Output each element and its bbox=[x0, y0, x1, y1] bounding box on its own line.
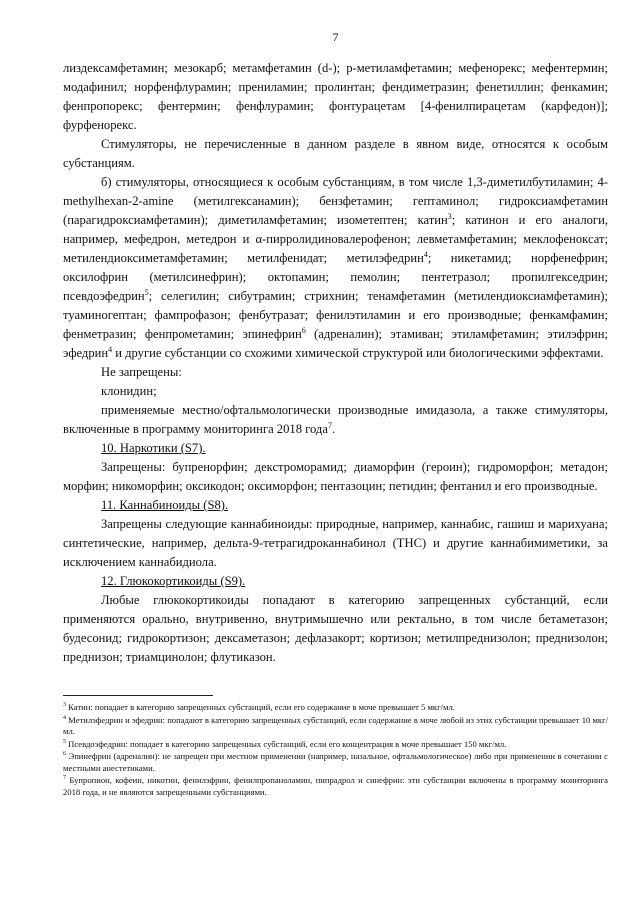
text-segment: б) стимуляторы, относящиеся к особым субстанциям, в том числе 1,3-диметилбутиламин; 4-methylhexan-2-amine (метилгексанамин); бензфетамин; гептаминол; гидроксиамфетамин (парагидроксиамфетамин); диметиламфетамин; изометептен; катин bbox=[63, 175, 608, 227]
paragraph-not-prohibited: Не запрещены: bbox=[101, 365, 182, 379]
footnote bbox=[63, 775, 608, 798]
footnote-ref: 5 bbox=[144, 287, 149, 297]
footnote-divider bbox=[63, 695, 213, 696]
text-segment: ; селегилин; сибутрамин; стрихнин; тенамфетамин (метилендиоксиамфетамин); туаминогептан; фампрофазон; фенбутразат; фенилэтиламин и его производные; фенкамфамин; фенметразин; фенпрометамин; эпинефрин bbox=[63, 289, 608, 341]
footnote-text: Эпинефрин (адреналин): не запрещен при местном применении (например, назальное, офтальмологическое) либо при применении в сочетании с местными анестетиками. bbox=[63, 751, 608, 773]
paragraph-cannabinoids: Запрещены следующие каннабиноиды: природные, например, каннабис, гашиш и марихуана; синтетические, например, дельта-9-тетрагидроканнабинол (ТНС) и другие каннабимиметики, за исключением каннабидиола. bbox=[63, 517, 608, 569]
text-segment: . bbox=[331, 422, 336, 436]
section-heading-glucocorticoids bbox=[63, 572, 608, 591]
footnote bbox=[63, 739, 608, 751]
footnote-number: 7 bbox=[63, 775, 66, 782]
section-heading-narcotics bbox=[63, 439, 608, 458]
paragraph-narcotics: Запрещены: бупренорфин; декстроморамид; диаморфин (героин); гидроморфон; метадон; морфин; никоморфин; оксикодон; оксиморфон; пентазоцин; петидин; фентанил и его производные. bbox=[63, 460, 608, 493]
footnote-text: Катин: попадает в категорию запрещенных субстанций, если его содержание в моче превышает 5 мкг/мл. bbox=[68, 702, 455, 712]
footnote-ref: 6 bbox=[301, 325, 306, 335]
footnote bbox=[63, 715, 608, 738]
footnote-text: Псевдоэфедрин: попадает в категорию запрещенных субстанций, если его концентрация в моче превышает 150 мкг/мл. bbox=[68, 738, 507, 749]
paragraph-stimulants-list: лиздексамфетамин; мезокарб; метамфетамин (d-); р-метиламфетамин; мефенорекс; мефентермин; модафинил; норфенфлурамин; прениламин; пролинтан; фендиметразин; фенетиллин; фенкамин; фенпропорекс; фентермин; фенфлурамин; фонтурацетам [4-фенилпирацетам (карфедон)]; фурфенорекс. bbox=[63, 61, 608, 132]
text-segment: и другие субстанции со схожими химической структурой или биологическими эффектами. bbox=[112, 346, 604, 360]
footnote-number: 3 bbox=[63, 702, 66, 709]
footnote-ref: 7 bbox=[327, 420, 332, 430]
heading-text: 10. Наркотики (S7). bbox=[101, 441, 206, 455]
footnote bbox=[63, 702, 608, 714]
paragraph-specified-stimulants bbox=[63, 173, 608, 363]
paragraph-clonidine: клонидин; bbox=[101, 384, 157, 398]
paragraph-note: Стимуляторы, не перечисленные в данном разделе в явном виде, относятся к особым субстанциям. bbox=[63, 137, 608, 170]
footnote-text: Метилэфедрин и эфедрин: попадают в категорию запрещенных субстанций, если содержание в моче любой из этих субстанции превышает 10 мкг/мл. bbox=[63, 714, 608, 736]
text-segment: ; катинон и его аналоги, например, мефедрон, метедрон и α-пирролидиновалерофенон; левметамфетамин; меклофеноксат; метилендиоксиметамфетамин; метилфенидат; метилэфедрин bbox=[63, 213, 608, 265]
footnote bbox=[63, 751, 608, 774]
footnote-number: 6 bbox=[63, 751, 66, 758]
footnote-text: Бупропион, кофеин, никотин, фенилэфрин, фенилпропаноламин, пипрадрол и синефрин: эти субстанции включены в программу мониторинга 2018 года, и не являются запрещенными субстанциями. bbox=[63, 775, 608, 797]
section-heading-cannabinoids bbox=[63, 496, 608, 515]
document-page bbox=[63, 30, 608, 799]
text-segment: применяемые местно/офтальмологически производные имидазола, а также стимуляторы, включенные в программу мониторинга 2018 года bbox=[63, 403, 608, 436]
footnote-ref: 4 bbox=[423, 249, 428, 259]
heading-text: 11. Каннабиноиды (S8). bbox=[101, 498, 229, 512]
paragraph-imidazole bbox=[63, 401, 608, 439]
footnote-ref: 4 bbox=[108, 344, 113, 354]
footnote-number: 4 bbox=[63, 714, 66, 721]
paragraph-glucocorticoids: Любые глюкокортикоиды попадают в категорию запрещенных субстанций, если применяются орально, внутривенно, внутримышечно или ректально, в том числе бетаметазон; будесонид; гидрокортизон; дексаметазон; дефлазакорт; кортизон; метилпреднизолон; преднизолон; преднизон; триамцинолон; флутиказон. bbox=[63, 593, 608, 664]
page-number: 7 bbox=[332, 30, 339, 44]
text-segment: ; никетамид; норфенефрин; оксилофрин (метилсинефрин); октопамин; пемолин; пентетразол; пропилгекседрин; псевдоэфедрин bbox=[63, 251, 608, 303]
footnote-ref: 3 bbox=[447, 211, 452, 221]
text-segment: (адреналин); этамиван; этиламфетамин; этилэфрин; эфедрин bbox=[63, 327, 608, 360]
heading-text: 12. Глюкокортикоиды (S9). bbox=[101, 574, 246, 588]
footnote-number: 5 bbox=[63, 738, 66, 745]
